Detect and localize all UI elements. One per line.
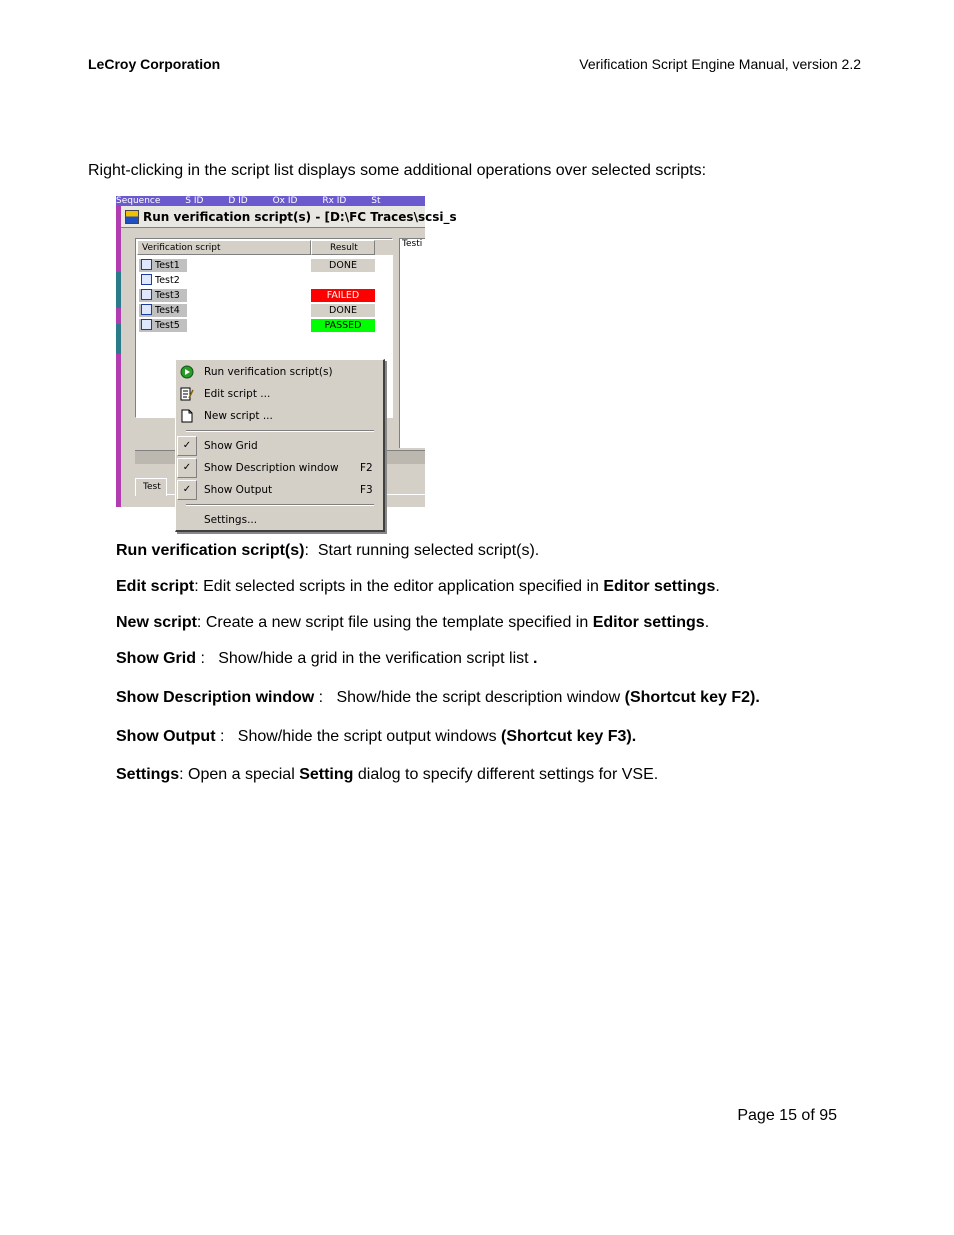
- checkmark-icon: ✓: [177, 480, 197, 500]
- description-paragraph: [116, 766, 658, 784]
- description-text: Open a special: [188, 766, 300, 783]
- description-term: Settings: [116, 766, 180, 783]
- run-icon: [180, 365, 194, 379]
- result-cell: FAILED: [311, 289, 375, 302]
- table-row[interactable]: [139, 289, 391, 303]
- checkmark-icon: ✓: [177, 458, 197, 478]
- script-name: [139, 259, 187, 272]
- result-cell: PASSED: [311, 319, 375, 332]
- table-row[interactable]: [139, 304, 391, 318]
- script-name-text: Test2: [155, 275, 180, 286]
- script-file-icon: [141, 274, 152, 285]
- left-edge-bar: [116, 206, 121, 507]
- menu-item-label: Show Grid: [204, 440, 258, 452]
- description-text: Edit selected scripts in the editor application specified in: [203, 578, 604, 595]
- description-bold-text: (Shortcut key F3).: [501, 728, 637, 745]
- script-name: [139, 274, 187, 287]
- result-cell: DONE: [311, 259, 375, 272]
- header-company: LeCroy Corporation: [88, 56, 221, 72]
- menu-shortcut: F3: [360, 484, 373, 496]
- script-name-text: Test1: [155, 260, 180, 271]
- description-bold-text: Editor settings: [592, 614, 705, 631]
- menu-item-label: New script ...: [204, 410, 273, 422]
- strip-label: St: [371, 196, 381, 206]
- menu-item-settings[interactable]: [176, 509, 384, 531]
- script-file-icon: [141, 289, 152, 300]
- table-row[interactable]: [139, 319, 391, 333]
- table-row[interactable]: [139, 274, 391, 288]
- description-separator: :: [215, 728, 238, 745]
- panel-label: Testi: [402, 239, 423, 249]
- window-body: [126, 232, 425, 526]
- strip-label: Sequence: [116, 196, 161, 206]
- description-separator: :: [304, 542, 318, 559]
- menu-item-label: Edit script ...: [204, 388, 271, 400]
- description-paragraph: [116, 689, 760, 707]
- context-menu: [175, 359, 385, 532]
- intro-paragraph: Right-clicking in the script list displays some additional operations over selected scripts:: [88, 162, 707, 179]
- menu-item-edit-script[interactable]: [176, 383, 384, 405]
- result-cell: DONE: [311, 304, 375, 317]
- script-file-icon: [141, 319, 152, 330]
- menu-item-label: Show Output: [204, 484, 273, 496]
- description-term: Edit script: [116, 578, 195, 595]
- menu-item-label: Run verification script(s): [204, 366, 333, 378]
- description-paragraph: [116, 650, 538, 668]
- description-text: Create a new script file using the template specified in: [205, 614, 593, 631]
- description-bold-text: (Shortcut key F2).: [624, 689, 760, 706]
- list-header: [137, 240, 393, 255]
- menu-item-label: Settings...: [204, 514, 258, 526]
- tab-test[interactable]: Test: [135, 478, 167, 496]
- description-paragraph: [116, 728, 636, 746]
- header-manual-title: Verification Script Engine Manual, version 2.2: [579, 56, 861, 72]
- app-icon: [125, 210, 139, 224]
- description-text: dialog to specify different settings for VSE.: [353, 766, 659, 783]
- script-name: [139, 289, 187, 302]
- script-file-icon: [141, 304, 152, 315]
- description-term: Show Output: [116, 728, 216, 745]
- edit-script-icon: [180, 387, 194, 401]
- description-paragraph: [116, 578, 720, 596]
- description-term: Run verification script(s): [116, 542, 305, 559]
- menu-item-show-output[interactable]: [176, 479, 384, 501]
- window-title-bar[interactable]: [121, 206, 457, 228]
- new-document-icon: [180, 409, 194, 423]
- strip-label: Rx ID: [322, 196, 347, 206]
- description-separator: :: [194, 578, 204, 595]
- description-separator: :: [179, 766, 189, 783]
- description-term: New script: [116, 614, 197, 631]
- description-text: .: [715, 578, 720, 595]
- description-text: Show/hide the script description window: [336, 689, 625, 706]
- description-bold-text: Setting: [299, 766, 354, 783]
- description-paragraph: [116, 542, 539, 560]
- page-number: Page 15 of 95: [737, 1107, 837, 1124]
- menu-item-run[interactable]: [176, 361, 384, 383]
- menu-item-show-grid[interactable]: [176, 435, 384, 457]
- script-name-text: Test4: [155, 305, 180, 316]
- column-strip: [116, 196, 425, 206]
- description-text: Start running selected script(s).: [317, 542, 540, 559]
- description-text: Show/hide the script output windows: [237, 728, 502, 745]
- table-row[interactable]: [139, 259, 391, 273]
- script-name-text: Test3: [155, 290, 180, 301]
- strip-label: S ID: [185, 196, 204, 206]
- menu-item-label: Show Description window: [204, 462, 339, 474]
- description-term: Show Description window: [116, 689, 315, 706]
- description-text: Show/hide a grid in the verification script list: [218, 650, 529, 667]
- description-bold-text: Editor settings: [603, 578, 716, 595]
- description-separator: :: [196, 614, 206, 631]
- strip-label: Ox ID: [272, 196, 298, 206]
- window-title: Run verification script(s) - [D:\FC Traces\scsi_s: [143, 210, 457, 224]
- menu-shortcut: F2: [360, 462, 373, 474]
- result-cell: [311, 274, 375, 287]
- script-name: [139, 304, 187, 317]
- description-separator: :: [314, 689, 337, 706]
- menu-item-show-description[interactable]: [176, 457, 384, 479]
- strip-label: D ID: [228, 196, 248, 206]
- checkmark-icon: ✓: [177, 436, 197, 456]
- script-name-text: Test5: [155, 320, 180, 331]
- column-header-result[interactable]: Result: [311, 240, 375, 255]
- script-file-icon: [141, 259, 152, 270]
- description-separator: :: [196, 650, 219, 667]
- description-bold-text: .: [528, 650, 538, 667]
- description-text: .: [704, 614, 710, 631]
- column-header-script[interactable]: Verification script: [137, 240, 311, 255]
- script-name: [139, 319, 187, 332]
- menu-item-new-script[interactable]: [176, 405, 384, 427]
- description-paragraph: [116, 614, 709, 632]
- description-term: Show Grid: [116, 650, 196, 667]
- description-panel: [399, 238, 425, 448]
- context-menu-screenshot: [116, 196, 457, 526]
